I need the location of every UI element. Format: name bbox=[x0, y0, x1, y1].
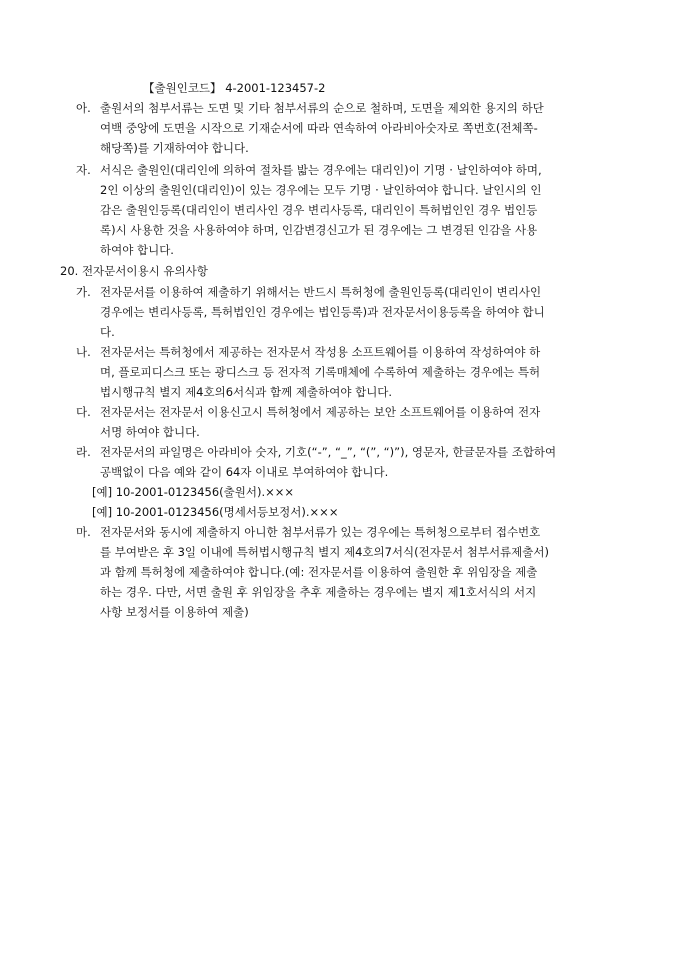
text-line: 해당쪽)를 기재하여야 합니다. bbox=[100, 141, 249, 155]
text-line: 록)시 사용한 것을 사용하여야 하며, 인감변경신고가 된 경우에는 그 변경된 인감을 사용 bbox=[100, 223, 538, 237]
text-line: 를 부여받은 후 3일 이내에 특허법시행규칙 별지 제4호의7서식(전자문서 첨부서류제출서) bbox=[100, 545, 549, 559]
filename-example: [예] 10-2001-0123456(명세서등보정서).××× bbox=[92, 505, 339, 519]
item-marker: 가. bbox=[76, 285, 91, 299]
item-marker: 아. bbox=[76, 101, 91, 115]
item-text bbox=[100, 282, 624, 342]
item-text bbox=[100, 342, 624, 402]
item-text bbox=[100, 442, 624, 482]
item-marker: 나. bbox=[76, 345, 91, 359]
item-text bbox=[100, 402, 624, 442]
filename-example: [예] 10-2001-0123456(출원서).××× bbox=[92, 485, 295, 499]
text-line: 다. bbox=[100, 325, 115, 339]
text-line: 전자문서와 동시에 제출하지 아니한 첨부서류가 있는 경우에는 특허청으로부터 접수번호 bbox=[100, 525, 541, 539]
item-marker: 마. bbox=[76, 525, 91, 539]
text-line: 공백없이 다음 예와 같이 64자 이내로 부여하여야 합니다. bbox=[100, 465, 389, 479]
text-line: 법시행규칙 별지 제4호의6서식과 함께 제출하여야 합니다. bbox=[100, 385, 393, 399]
list-item-ma bbox=[76, 522, 624, 622]
item-marker: 다. bbox=[76, 405, 91, 419]
text-line: 경우에는 변리사등록, 특허법인인 경우에는 법인등록)과 전자문서이용등록을 하여야 합니 bbox=[100, 305, 545, 319]
list-item-ja bbox=[76, 160, 624, 260]
text-line: 과 함께 특허청에 제출하여야 합니다.(예: 전자문서를 이용하여 출원한 후 위임장을 제출 bbox=[100, 565, 538, 579]
text-line: 서명 하여야 합니다. bbox=[100, 425, 200, 439]
text-line: 전자문서는 특허청에서 제공하는 전자문서 작성용 소프트웨어를 이용하여 작성하여야 하 bbox=[100, 345, 541, 359]
list-item-da bbox=[76, 402, 624, 442]
text-line: 전자문서는 전자문서 이용신고시 특허청에서 제공하는 보안 소프트웨어를 이용하여 전자 bbox=[100, 405, 541, 419]
section-title: 20. 전자문서이용시 유의사항 bbox=[60, 264, 208, 278]
applicant-code-line: 【출원인코드】 4-2001-123457-2 bbox=[143, 81, 326, 95]
text-line: 하여야 합니다. bbox=[100, 243, 174, 257]
item-marker: 라. bbox=[76, 445, 91, 459]
text-line: 전자문서의 파일명은 아라비아 숫자, 기호(“-”, “_”, “(”, “)”), 영문자, 한글문자를 조합하여 bbox=[100, 445, 557, 459]
item-text bbox=[100, 522, 624, 622]
text-line: 2인 이상의 출원인(대리인)이 있는 경우에는 모두 기명 · 날인하여야 합니다. 날인시의 인 bbox=[100, 183, 542, 197]
list-item-ga bbox=[76, 282, 624, 342]
text-line: 서식은 출원인(대리인에 의하여 절차를 밟는 경우에는 대리인)이 기명 · 날인하여야 하며, bbox=[100, 163, 542, 177]
text-line: 하는 경우. 다만, 서면 출원 후 위임장을 추후 제출하는 경우에는 별지 제1호서식의 서지 bbox=[100, 585, 537, 599]
item-text bbox=[100, 160, 624, 260]
text-line: 며, 플로피디스크 또는 광디스크 등 전자적 기록매체에 수록하여 제출하는 경우에는 특허 bbox=[100, 365, 541, 379]
text-line: 출원서의 첨부서류는 도면 및 기타 첨부서류의 순으로 철하며, 도면을 제외한 용지의 하단 bbox=[100, 101, 544, 115]
text-line: 사항 보정서를 이용하여 제출) bbox=[100, 605, 249, 619]
list-item-a bbox=[76, 98, 624, 158]
text-line: 전자문서를 이용하여 제출하기 위해서는 반드시 특허청에 출원인등록(대리인이 변리사인 bbox=[100, 285, 542, 299]
item-text bbox=[100, 98, 624, 158]
list-item-na bbox=[76, 342, 624, 402]
item-marker: 자. bbox=[76, 163, 91, 177]
list-item-ra bbox=[76, 442, 624, 482]
text-line: 여백 중앙에 도면을 시작으로 기재순서에 따라 연속하여 아라비아숫자로 쪽번호(전체쪽- bbox=[100, 121, 538, 135]
text-line: 감은 출원인등록(대리인이 변리사인 경우 변리사등록, 대리인이 특허법인인 경우 법인등 bbox=[100, 203, 538, 217]
